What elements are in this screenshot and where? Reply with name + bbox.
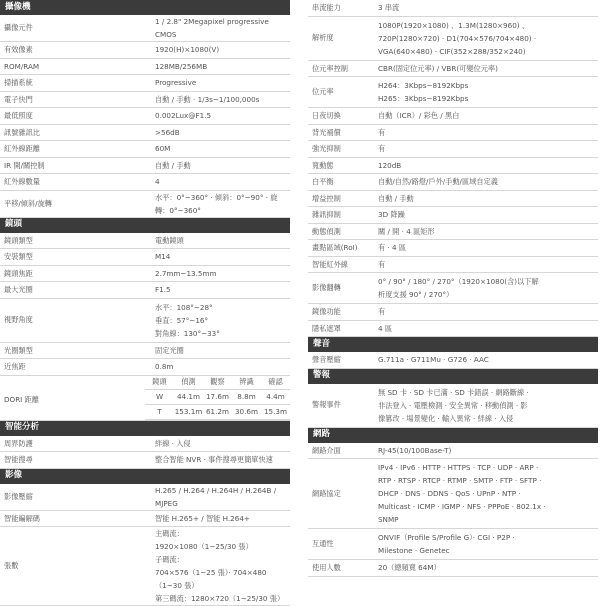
spec-value-line: 水平：0°~360° · 傾斜：0°~90° · 旋轉：0°~360° [155, 192, 278, 215]
spec-row [308, 141, 598, 158]
spec-row [0, 342, 290, 359]
spec-value-line: 60M [155, 144, 171, 154]
spec-value [368, 560, 598, 577]
spec-row [0, 484, 290, 511]
spec-value [145, 58, 290, 75]
spec-label: 影像壓縮 [0, 484, 145, 511]
left-spec-table [0, 0, 290, 606]
dori-cell: T [145, 404, 174, 419]
spec-value [368, 384, 598, 428]
spec-label: 警報事件 [308, 384, 368, 428]
spec-value-line: 像篡改 · 場景變化 · 輸入異常 · 絆線 · 入侵 [378, 413, 514, 423]
spec-value-line: F1.5 [155, 285, 171, 295]
spec-label: 智能搜尋 [0, 452, 145, 469]
spec-label: 背光補償 [308, 124, 368, 141]
spec-row [0, 190, 290, 217]
spec-value-line: 非法登入 · 電壓檢測 · 安全異常 · 移動偵測 · 影 [378, 400, 528, 410]
spec-label: 平移/傾斜/旋轉 [0, 190, 145, 217]
spec-value [145, 298, 290, 342]
spec-label: 紅外線距離 [0, 141, 145, 158]
spec-value-line: SNMP [378, 515, 399, 524]
spec-label: 鏡頭焦距 [0, 265, 145, 282]
spec-label: 周界防護 [0, 436, 145, 452]
spec-value [145, 157, 290, 174]
spec-row [0, 141, 290, 158]
spec-row [308, 529, 598, 560]
dori-header: 觀察 [203, 376, 232, 390]
section-header: 鏡頭 [0, 217, 290, 233]
spec-label: 最大光圈 [0, 282, 145, 299]
spec-value-line: 有 [378, 307, 386, 317]
spec-label: 強光抑制 [308, 141, 368, 158]
spec-value-line: H.265 / H.264 / H.264H / H.264B / MJPEG [155, 485, 277, 508]
spec-label: 光圈類型 [0, 342, 145, 359]
spec-value-line: 析度支援 90° / 270°） [378, 290, 454, 299]
spec-value [368, 207, 598, 224]
spec-row [308, 320, 598, 337]
spec-value-line: Multicast · ICMP · IGMP · NFS · PPPoE · 802.1x · [378, 502, 546, 511]
spec-value-line: 自動/自然/路燈/戶外/手動/區域自定義 [378, 177, 498, 187]
spec-row [308, 207, 598, 224]
spec-value-line: 4 [155, 177, 160, 187]
spec-value [368, 77, 598, 108]
spec-value [145, 527, 290, 606]
spec-label: 視野角度 [0, 298, 145, 342]
spec-value-line: 2.7mm~13.5mm [155, 268, 217, 278]
spec-row [308, 174, 598, 191]
spec-label: 電子快門 [0, 91, 145, 108]
spec-row [0, 75, 290, 92]
spec-value [368, 529, 598, 560]
spec-value [368, 141, 598, 158]
spec-label: 掃描系統 [0, 75, 145, 92]
dori-cell: 15.3m [261, 404, 290, 419]
spec-value-line: M14 [155, 252, 171, 262]
spec-value-line: 1080P(1920×1080) 、1.3M(1280×960) 、 [378, 20, 530, 30]
spec-value-line: >56dB [155, 127, 180, 137]
spec-label: 寬動態 [308, 157, 368, 174]
spec-value [145, 342, 290, 359]
section-header: 影像 [0, 468, 290, 484]
spec-row [0, 0, 290, 15]
spec-row [308, 108, 598, 125]
spec-value-line: 絆線 · 入侵 [155, 438, 191, 448]
dori-table [145, 376, 290, 420]
spec-value-line: ONVIF（Profile S/Profile G）· CGI · P2P · [378, 533, 515, 542]
spec-label: IR 開/關控制 [0, 157, 145, 174]
spec-value [368, 256, 598, 273]
spec-value [368, 273, 598, 304]
spec-value [368, 0, 598, 16]
spec-label: 解析度 [308, 16, 368, 60]
spec-label: 有效像素 [0, 42, 145, 59]
spec-row [308, 0, 598, 16]
dori-cell: 153.1m [174, 404, 203, 419]
spec-value-line: H264：3Kbps~8192Kbps [378, 81, 469, 90]
dori-table-cell [145, 375, 290, 420]
spec-value-line: 1920(H)×1080(V) [155, 45, 220, 55]
spec-row [308, 459, 598, 529]
section-header: 聲音 [308, 337, 598, 353]
spec-value-line: 水平：108°~28° [155, 302, 213, 312]
spec-value [145, 141, 290, 158]
spec-row [0, 436, 290, 452]
spec-value-line: 有 · 4 區 [378, 243, 407, 253]
spec-value [368, 16, 598, 60]
spec-value-line: VGA(640×480) · CIF(352×288/352×240) [378, 46, 526, 56]
spec-row [308, 443, 598, 459]
spec-row [308, 337, 598, 353]
spec-label: 最低照度 [0, 108, 145, 125]
spec-value [368, 124, 598, 141]
spec-value-line: 1920×1080（1~25/30 張） [155, 542, 253, 551]
spec-value [145, 174, 290, 191]
spec-label: 近焦距 [0, 359, 145, 376]
spec-value-line: 1 / 2.8" 2Megapixel progressive CMOS [155, 17, 269, 39]
spec-label: 隱私遮罩 [308, 320, 368, 337]
spec-label: 攝像元件 [0, 15, 145, 42]
spec-row [308, 427, 598, 443]
spec-row [308, 77, 598, 108]
spec-value-line: 無 SD 卡 · SD 卡已滿 · SD 卡錯誤 · 網路斷線 · [378, 387, 529, 397]
dori-cell: 4.4m [261, 389, 290, 404]
dori-cell: 30.6m [232, 404, 261, 419]
spec-label: 動態偵測 [308, 223, 368, 240]
spec-label: 雜訊抑制 [308, 207, 368, 224]
spec-value-line: 對角線：130°~33° [155, 328, 220, 338]
spec-value [145, 75, 290, 92]
spec-value-line: 主碼流： [155, 529, 184, 538]
spec-value [145, 452, 290, 469]
spec-label: 串流能力 [308, 0, 368, 16]
spec-label: 訊號雜訊比 [0, 124, 145, 141]
spec-value-line: 20（總頻寬 64M） [378, 563, 441, 573]
spec-label: 智能紅外線 [308, 256, 368, 273]
spec-value [145, 91, 290, 108]
spec-value [145, 484, 290, 511]
spec-value [368, 352, 598, 368]
spec-label: 影像翻轉 [308, 273, 368, 304]
dori-cell: 44.1m [174, 389, 203, 404]
spec-value-line: 垂直：57°~16° [155, 315, 209, 325]
spec-value-line: 有 [378, 127, 386, 137]
spec-value [368, 157, 598, 174]
spec-value [145, 265, 290, 282]
spec-row [308, 384, 598, 428]
dori-row-1 [145, 404, 290, 419]
spec-label: 智能編解碼 [0, 510, 145, 527]
spec-row [0, 124, 290, 141]
spec-value-line: Milestone · Genetec [378, 546, 450, 555]
spec-row [0, 420, 290, 436]
spec-value-line: 固定光圈 [155, 345, 184, 355]
spec-label: 白平衡 [308, 174, 368, 191]
spec-value [368, 174, 598, 191]
spec-row [308, 124, 598, 141]
dori-row [0, 375, 290, 420]
spec-row [0, 233, 290, 249]
spec-value-line: 3 串流 [378, 3, 400, 13]
spec-value [145, 190, 290, 217]
spec-row [308, 157, 598, 174]
spec-label: 位元率 [308, 77, 368, 108]
spec-value-line: 智能 H.265+ / 智能 H.264+ [155, 513, 250, 523]
spec-row [0, 217, 290, 233]
spec-row [0, 108, 290, 125]
spec-value [368, 459, 598, 529]
spec-row [0, 527, 290, 606]
spec-label: 紅外線數量 [0, 174, 145, 191]
spec-value-line: 有 [378, 259, 386, 269]
spec-value [368, 304, 598, 321]
spec-label: 聲音壓縮 [308, 352, 368, 368]
spec-value [145, 233, 290, 249]
spec-label: 張數 [0, 527, 145, 606]
spec-value-line: Progressive [155, 78, 197, 88]
right-spec-column [308, 0, 598, 577]
spec-value-line: 0° / 90° / 180° / 270°（1920×1080(含)以下解 [378, 277, 539, 286]
spec-label: ROM/RAM [0, 58, 145, 75]
dori-cell: W [145, 389, 174, 404]
spec-value-line: 720P(1280×720) · D1(704×576/704×480) · [378, 33, 537, 43]
section-header: 警報 [308, 368, 598, 384]
spec-value [368, 108, 598, 125]
spec-label: 鏡像功能 [308, 304, 368, 321]
spec-row [308, 16, 598, 60]
spec-value [145, 42, 290, 59]
spec-value [368, 320, 598, 337]
spec-row [308, 368, 598, 384]
spec-row [308, 60, 598, 77]
spec-value-line: IPv4 · IPv6 · HTTP · HTTPS · TCP · UDP · ARP · [378, 463, 539, 472]
spec-row [0, 265, 290, 282]
spec-row [308, 240, 598, 257]
spec-row [0, 282, 290, 299]
spec-label: 安裝類型 [0, 249, 145, 266]
spec-row [308, 560, 598, 577]
section-header: 網路 [308, 427, 598, 443]
spec-value-line: 整合智能 NVR · 事件搜尋更簡單快速 [155, 455, 273, 465]
spec-value [368, 240, 598, 257]
spec-label: 互通性 [308, 529, 368, 560]
spec-row [308, 352, 598, 368]
spec-row [308, 304, 598, 321]
spec-value [145, 108, 290, 125]
spec-value [145, 359, 290, 376]
spec-row [0, 468, 290, 484]
spec-label: 鏡頭類型 [0, 233, 145, 249]
spec-value-line: 3D 降躁 [378, 210, 405, 220]
spec-value-line: 關 / 開 · 4 區矩形 [378, 226, 435, 236]
spec-value [145, 510, 290, 527]
spec-row [0, 249, 290, 266]
spec-value [368, 190, 598, 207]
spec-value-line: 自動 / 手動 · 1/3s~1/100,000s [155, 94, 260, 104]
spec-row [0, 174, 290, 191]
dori-label: DORI 距離 [0, 375, 145, 420]
dori-header: 鏡頭 [145, 376, 174, 390]
spec-label: 位元率控制 [308, 60, 368, 77]
dori-header-row [145, 376, 290, 390]
spec-value [145, 15, 290, 42]
spec-value-line: G.711a · G711Mu · G726 · AAC [378, 355, 489, 365]
dori-row-0 [145, 389, 290, 404]
spec-value [368, 223, 598, 240]
spec-value [145, 124, 290, 141]
spec-value-line: 子碼流： [155, 555, 184, 564]
spec-value [368, 60, 598, 77]
spec-value-line: H265：3Kbps~8192Kbps [378, 94, 469, 103]
spec-value [368, 443, 598, 459]
spec-value-line: 電動鏡頭 [155, 235, 184, 245]
spec-row [0, 298, 290, 342]
spec-value [145, 436, 290, 452]
spec-value-line: 有 [378, 144, 386, 154]
dori-cell: 17.6m [203, 389, 232, 404]
dori-header: 辨識 [232, 376, 261, 390]
spec-label: 畫點區域(RoI) [308, 240, 368, 257]
spec-value-line: CBR(固定位元率) / VBR(可變位元率) [378, 63, 498, 73]
spec-row [308, 256, 598, 273]
spec-value-line: 0.002Lux@F1.5 [155, 111, 212, 121]
section-header: 智能分析 [0, 420, 290, 436]
spec-row [0, 58, 290, 75]
spec-row [0, 157, 290, 174]
spec-value-line: 自動 / 手動 [155, 160, 191, 170]
spec-row [308, 190, 598, 207]
spec-value-line: 自動（ICR）/ 彩色 / 黑白 [378, 111, 460, 121]
spec-label: 增益控制 [308, 190, 368, 207]
spec-row [0, 15, 290, 42]
spec-value [145, 249, 290, 266]
spec-value-line: 128MB/256MB [155, 61, 208, 71]
right-spec-table [308, 0, 598, 577]
spec-row [0, 42, 290, 59]
spec-value-line: 4 區 [378, 323, 393, 333]
spec-value-line: 第三碼流：1280×720（1~25/30 張） [155, 594, 285, 603]
spec-label: 日夜切換 [308, 108, 368, 125]
spec-label: 網路介面 [308, 443, 368, 459]
spec-value-line: 120dB [378, 160, 402, 170]
dori-header: 確認 [261, 376, 290, 390]
spec-value-line: RJ-45(10/100Base-T) [378, 445, 452, 455]
spec-row [0, 91, 290, 108]
spec-row [308, 223, 598, 240]
spec-value-line: 自動 / 手動 [378, 193, 414, 203]
spec-value-line: RTP · RTSP · RTCP · RTMP · SMTP · FTP · SFTP · [378, 476, 542, 485]
spec-label: 使用人數 [308, 560, 368, 577]
spec-value-line: 0.8m [155, 362, 174, 372]
spec-label: 網路協定 [308, 459, 368, 529]
spec-row [0, 452, 290, 469]
spec-row [0, 359, 290, 376]
dori-cell: 61.2m [203, 404, 232, 419]
section-header: 攝像機 [0, 0, 290, 15]
dori-header: 偵測 [174, 376, 203, 390]
dori-cell: 8.8m [232, 389, 261, 404]
spec-row [0, 510, 290, 527]
spec-value-line: 704×576（1~25 張）· 704×480（1~30 張） [155, 568, 267, 590]
spec-value [145, 282, 290, 299]
left-spec-column [0, 0, 290, 606]
spec-row [308, 273, 598, 304]
spec-value-line: DHCP · DNS · DDNS · QoS · UPnP · NTP · [378, 489, 521, 498]
